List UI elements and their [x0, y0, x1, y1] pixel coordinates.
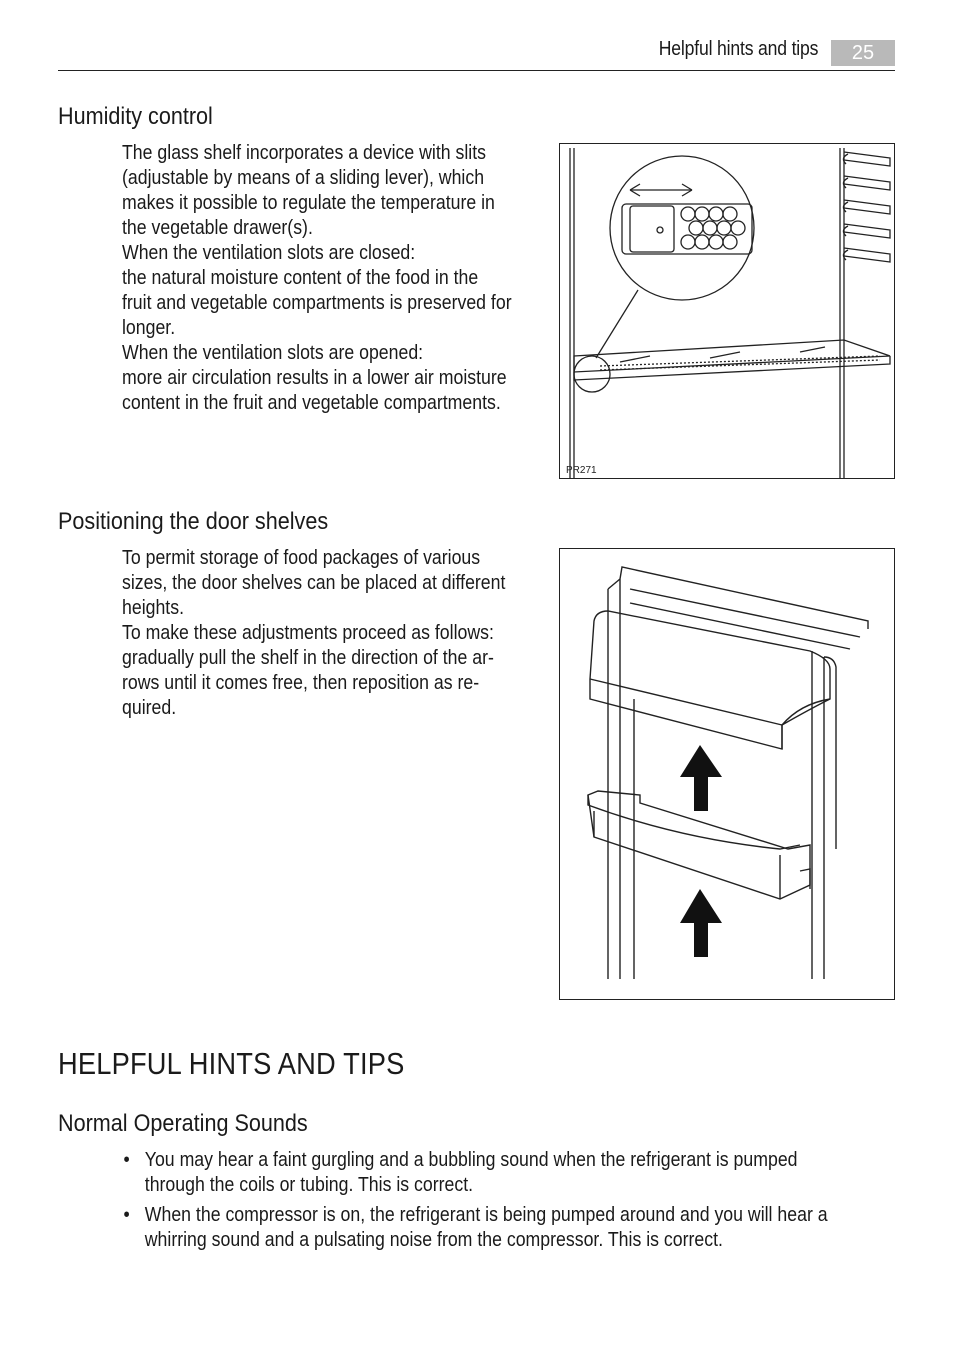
normal-operating-sounds-heading: Normal Operating Sounds	[58, 1110, 308, 1137]
text-line: whirring sound and a pulsating noise from the compressor. This is correct.	[144, 1229, 723, 1251]
list-item	[120, 1203, 890, 1253]
text-line: When the ventilation slots are closed:	[122, 242, 416, 264]
text-line: sizes, the door shelves can be placed at different	[122, 572, 506, 594]
running-header-title: Helpful hints and tips	[658, 38, 818, 60]
door-shelves-text	[122, 546, 547, 721]
text-line: the natural moisture content of the food in the	[122, 267, 479, 289]
text-line: fruit and vegetable compartments is preserved for	[122, 292, 512, 314]
door-shelves-illustration	[559, 548, 895, 1000]
bullet-marker: •	[123, 1149, 130, 1171]
text-line: content in the fruit and vegetable compartments.	[122, 392, 501, 414]
list-item	[120, 1148, 890, 1198]
text-line: through the coils or tubing. This is correct.	[144, 1174, 474, 1196]
text-line: more air circulation results in a lower air moisture	[122, 367, 507, 389]
humidity-control-text	[122, 141, 547, 416]
text-line: When the ventilation slots are opened:	[122, 342, 424, 364]
text-line: (adjustable by means of a sliding lever), which	[122, 167, 485, 189]
page-number-badge: 25	[831, 40, 895, 66]
text-line: To make these adjustments proceed as follows:	[122, 622, 494, 644]
text-line: When the compressor is on, the refrigerant is being pumped around and you will hear a	[144, 1204, 828, 1226]
text-line: You may hear a faint gurgling and a bubbling sound when the refrigerant is pumped	[144, 1149, 798, 1171]
text-line: quired.	[122, 697, 177, 719]
humidity-control-heading: Humidity control	[58, 103, 213, 130]
text-line: longer.	[122, 317, 176, 339]
text-line: gradually pull the shelf in the direction of the ar-	[122, 647, 494, 669]
bullet-marker: •	[123, 1204, 130, 1226]
door-shelves-drawing	[560, 549, 894, 999]
text-line: To permit storage of food packages of various	[122, 547, 481, 569]
humidity-shelf-drawing	[560, 144, 894, 478]
section-title: HELPFUL HINTS AND TIPS	[58, 1046, 405, 1081]
humidity-shelf-illustration	[559, 143, 895, 479]
header-divider	[58, 70, 895, 71]
door-shelves-heading: Positioning the door shelves	[58, 508, 329, 535]
figure-code-label: PR271	[566, 465, 597, 476]
text-line: The glass shelf incorporates a device with slits	[122, 142, 487, 164]
operating-sounds-list	[120, 1148, 890, 1258]
text-line: rows until it comes free, then reposition as re-	[122, 672, 480, 694]
text-line: makes it possible to regulate the temperature in	[122, 192, 495, 214]
text-line: heights.	[122, 597, 185, 619]
text-line: the vegetable drawer(s).	[122, 217, 313, 239]
